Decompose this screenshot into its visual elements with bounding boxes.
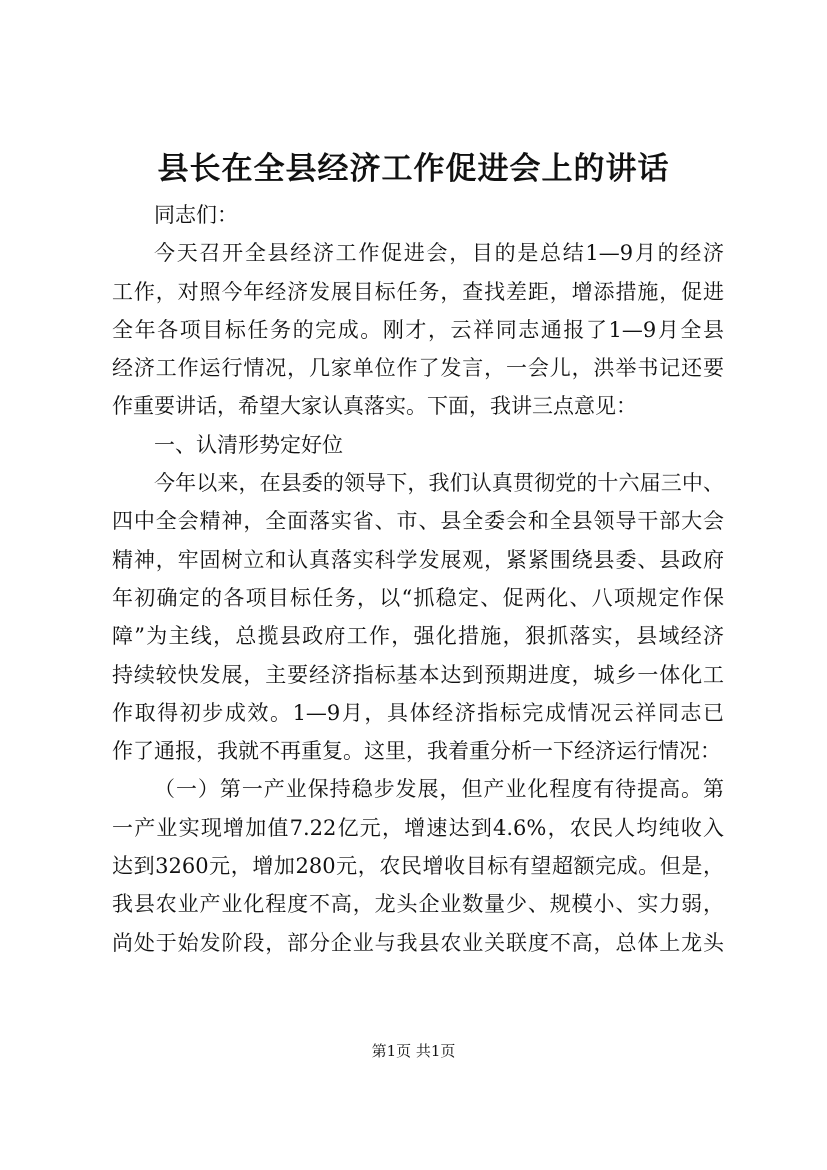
- paragraph-line: 精神，牢固树立和认真落实科学发展观，紧紧围绕县委、县政府: [112, 547, 724, 572]
- section-heading: 一、认清形势定好位: [154, 432, 343, 457]
- salutation: 同志们：: [154, 203, 238, 227]
- paragraph-line: （一）第一产业保持稳步发展，但产业化程度有待提高。第: [154, 777, 724, 802]
- paragraph-line: 我县农业产业化程度不高，龙头企业数量少、规模小、实力弱，: [112, 892, 724, 917]
- paragraph-line: 经济工作运行情况，几家单位作了发言，一会儿，洪举书记还要: [112, 356, 724, 381]
- document-title: 县长在全县经济工作促进会上的讲话: [157, 151, 670, 187]
- paragraph-line: 今年以来，在县委的领导下，我们认真贯彻党的十六届三中、: [154, 471, 724, 496]
- document-body: [112, 196, 724, 962]
- paragraph-line: 今天召开全县经济工作促进会，目的是总结1—9月的经济: [154, 241, 724, 266]
- paragraph-line: 年初确定的各项目标任务，以“抓稳定、促两化、八项规定作保: [112, 585, 724, 610]
- paragraph-line: 作取得初步成效。1—9月，具体经济指标完成情况云祥同志已: [112, 700, 724, 725]
- page-footer: 第1页 共1页: [371, 1042, 456, 1060]
- paragraph-line: 达到3260元，增加280元，农民增收目标有望超额完成。但是，: [112, 854, 724, 879]
- paragraph-line: 四中全会精神，全面落实省、市、县全委会和全县领导干部大会: [112, 509, 724, 534]
- paragraph-line: 持续较快发展，主要经济指标基本达到预期进度，城乡一体化工: [112, 662, 724, 687]
- paragraph-line: 工作，对照今年经济发展目标任务，查找差距，增添措施，促进: [112, 279, 724, 304]
- paragraph-line: 障”为主线，总揽县政府工作，强化措施，狠抓落实，县域经济: [112, 624, 724, 649]
- paragraph-line: 一产业实现增加值7.22亿元，增速达到4.6%，农民人均纯收入: [112, 815, 724, 840]
- paragraph-line: 尚处于始发阶段，部分企业与我县农业关联度不高，总体上龙头: [112, 930, 724, 955]
- paragraph-line: 作了通报，我就不再重复。这里，我着重分析一下经济运行情况：: [112, 739, 721, 764]
- paragraph-line: 全年各项目标任务的完成。刚才，云祥同志通报了1—9月全县: [112, 317, 724, 342]
- paragraph-line: 作重要讲话，希望大家认真落实。下面，我讲三点意见：: [112, 394, 637, 419]
